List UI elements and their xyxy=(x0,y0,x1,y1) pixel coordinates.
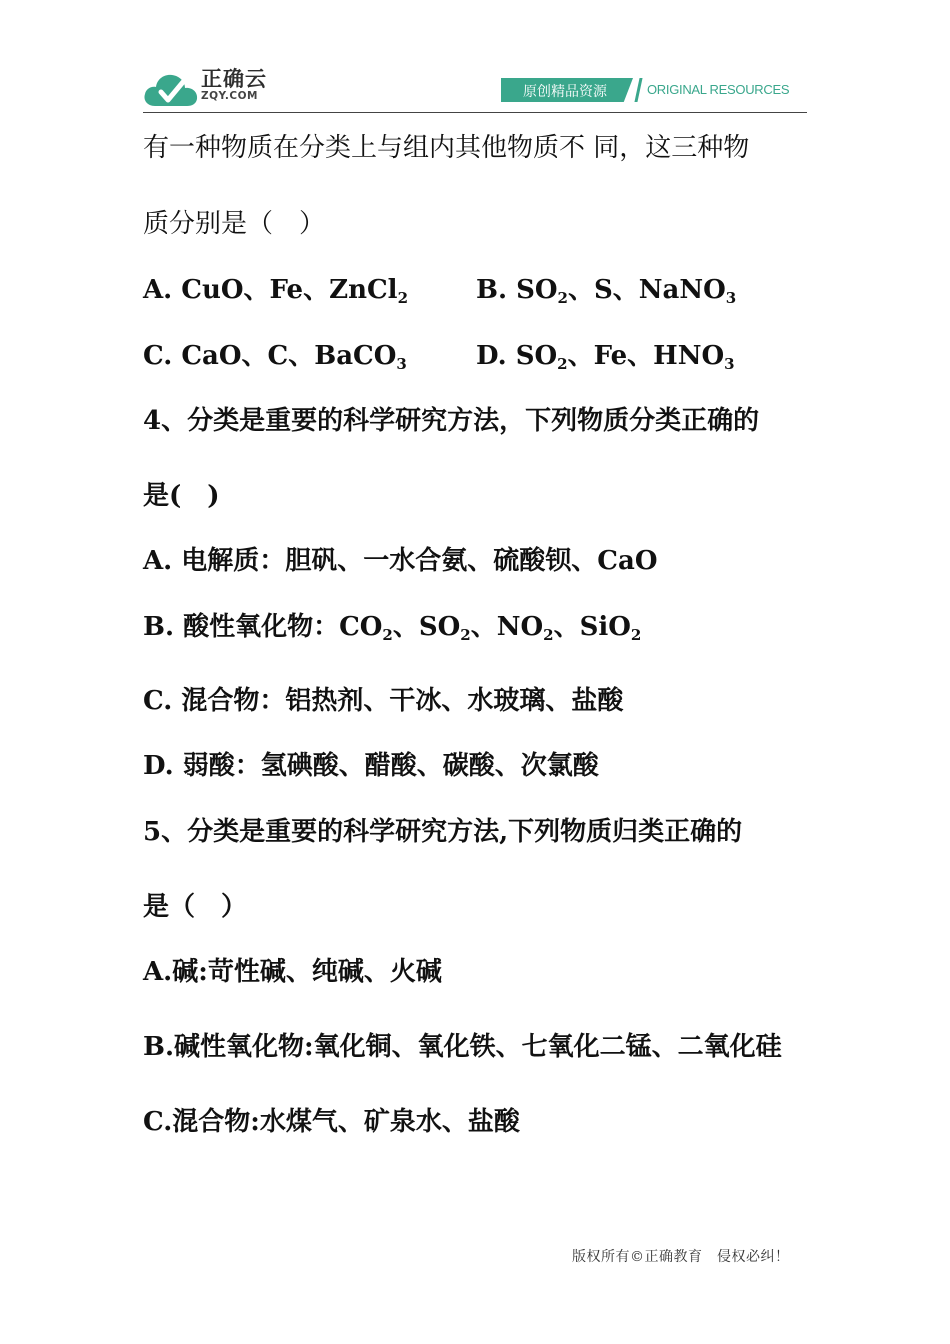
q4-option-b-text4: 、SiO xyxy=(553,612,631,642)
q4-option-c: C. 混合物：铝热剂、干冰、水玻璃、盐酸 xyxy=(143,686,624,716)
q3-option-c-text: C. CaO、C、BaCO xyxy=(143,341,397,371)
q5-stem-line1: 5、分类是重要的科学研究方法,下列物质归类正确的 xyxy=(143,817,743,847)
q3-option-a xyxy=(143,275,408,305)
q4-option-d: D. 弱酸：氢碘酸、醋酸、碳酸、次氯酸 xyxy=(143,751,599,781)
q4-option-b-text1: B. 酸性氧化物：CO xyxy=(143,612,383,642)
banner-label-en: ORIGINAL RESOURCES xyxy=(647,82,790,97)
q3-option-b xyxy=(476,275,736,305)
brand-name-cn: 正确云 xyxy=(201,67,267,91)
q5-option-b: B.碱性氧化物:氧化铜、氧化铁、七氧化二锰、二氧化硅 xyxy=(143,1032,782,1062)
page-header xyxy=(143,62,807,114)
q3-option-a-text: A. CuO、Fe、ZnCl xyxy=(143,275,398,305)
q3-option-b-text1: B. SO xyxy=(476,275,558,305)
q4-option-b-sub4: 2 xyxy=(630,626,642,644)
q4-option-a: A. 电解质：胆矾、一水合氨、硫酸钡、CaO xyxy=(143,546,658,576)
q4-stem-line1: 4、分类是重要的科学研究方法，下列物质分类正确的 xyxy=(143,406,760,436)
q3-option-c xyxy=(143,341,407,371)
q3-option-d xyxy=(476,341,735,371)
q4-option-b-sub2: 2 xyxy=(460,626,471,644)
q4-option-b-text2: 、SO xyxy=(392,612,461,642)
brand-logo xyxy=(201,68,267,102)
q3-option-d-sub1: 2 xyxy=(557,355,568,373)
q3-option-c-sub: 3 xyxy=(396,355,407,373)
brand-domain: ZQY.COM xyxy=(201,90,258,102)
header-rule xyxy=(143,112,807,113)
cloud-check-logo-icon xyxy=(143,70,199,108)
q3-option-b-sub2: 3 xyxy=(725,289,737,307)
q3-stem-line1: 有一种物质在分类上与组内其他物质不 同，这三种物 xyxy=(143,133,750,163)
q5-stem-line2: 是（ ） xyxy=(143,892,248,922)
q3-stem-line2: 质分别是（ ） xyxy=(143,209,326,239)
q5-option-a: A.碱:苛性碱、纯碱、火碱 xyxy=(143,957,442,987)
q3-option-d-sub2: 3 xyxy=(724,355,735,373)
original-resources-banner xyxy=(501,78,807,102)
q5-option-c: C.混合物:水煤气、矿泉水、盐酸 xyxy=(143,1107,520,1137)
q3-option-b-text2: 、S、NaNO xyxy=(567,275,726,305)
q4-option-b-text3: 、NO xyxy=(470,612,544,642)
q4-option-b-sub1: 2 xyxy=(382,626,393,644)
q4-option-b-sub3: 2 xyxy=(543,626,554,644)
q3-option-a-sub: 2 xyxy=(397,289,408,307)
banner-label-cn: 原创精品资源 xyxy=(523,84,607,100)
q3-option-d-text2: 、Fe、HNO xyxy=(567,341,725,371)
q4-option-b xyxy=(143,612,641,642)
q4-stem-line2: 是( ) xyxy=(143,481,220,511)
q3-option-d-text1: D. SO xyxy=(476,341,558,371)
copyright-footer: 版权所有©正确教育 侵权必纠！ xyxy=(572,1249,790,1265)
q3-option-b-sub1: 2 xyxy=(557,289,568,307)
banner-divider xyxy=(634,78,642,102)
